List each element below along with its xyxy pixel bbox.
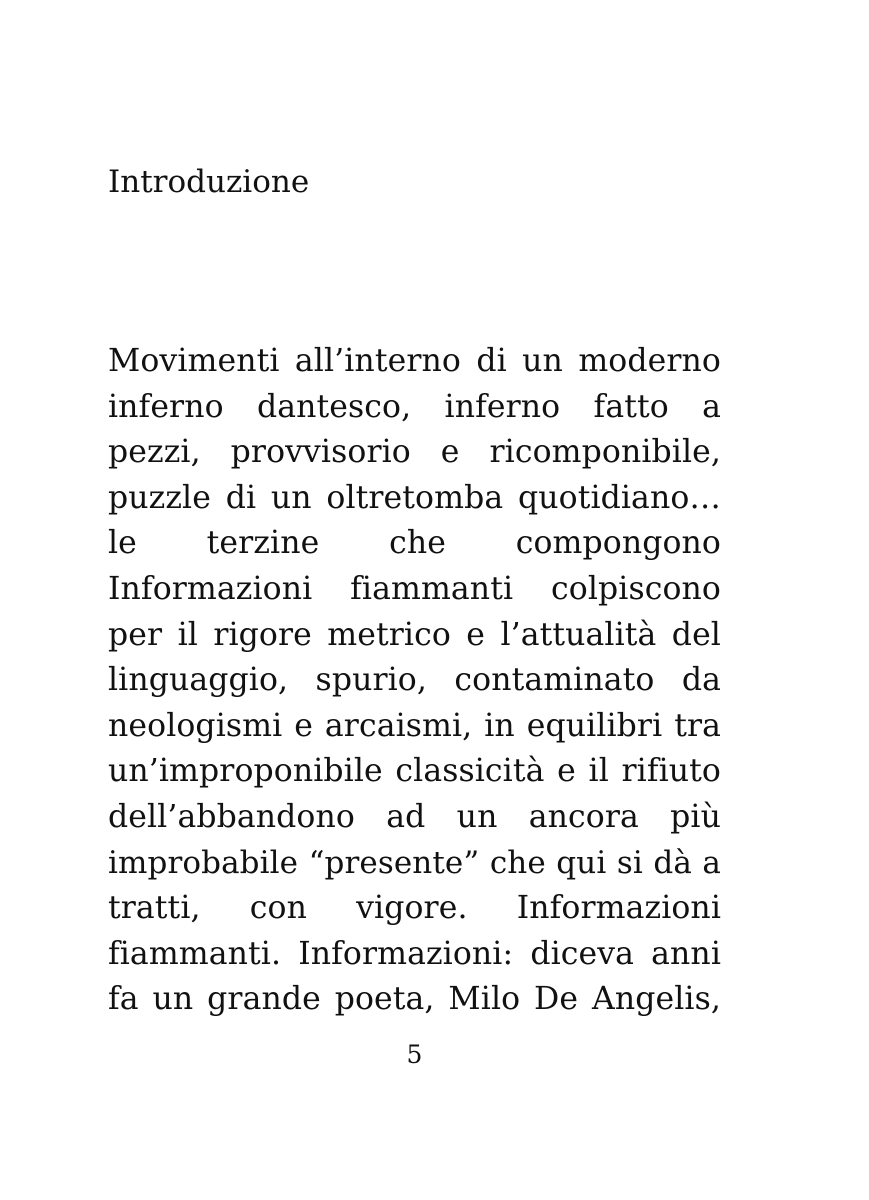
text-line: per il rigore metrico e l’attualità del	[108, 616, 721, 653]
text-line: puzzle di un oltretomba quotidiano…	[108, 479, 721, 516]
text-line: improbabile “presente” che qui si dà a	[108, 844, 721, 881]
text-line: inferno dantesco, inferno fatto a	[108, 388, 721, 425]
text-line: tratti, con vigore. Informazioni	[108, 890, 721, 927]
chapter-heading: Introduzione	[108, 164, 310, 200]
text-line: Informazioni fiammanti colpiscono	[108, 570, 721, 607]
text-line: le terzine che compongono	[108, 525, 721, 562]
text-line: pezzi, provvisorio e ricomponibile,	[108, 434, 721, 471]
text-line: un’improponibile classicità e il rifiuto	[108, 753, 721, 790]
text-line: linguaggio, spurio, contaminato da	[108, 662, 721, 699]
text-line: neologismi e arcaismi, in equilibri tra	[108, 707, 721, 744]
body-paragraph	[108, 339, 721, 1023]
text-line: Movimenti all’interno di un moderno	[108, 343, 721, 379]
text-line: fa un grande poeta, Milo De Angelis,	[108, 981, 721, 1018]
text-line: dell’abbandono ad un ancora più	[108, 798, 721, 835]
page-number: 5	[406, 1040, 423, 1069]
text-line: fiammanti. Informazioni: diceva anni	[108, 935, 721, 972]
